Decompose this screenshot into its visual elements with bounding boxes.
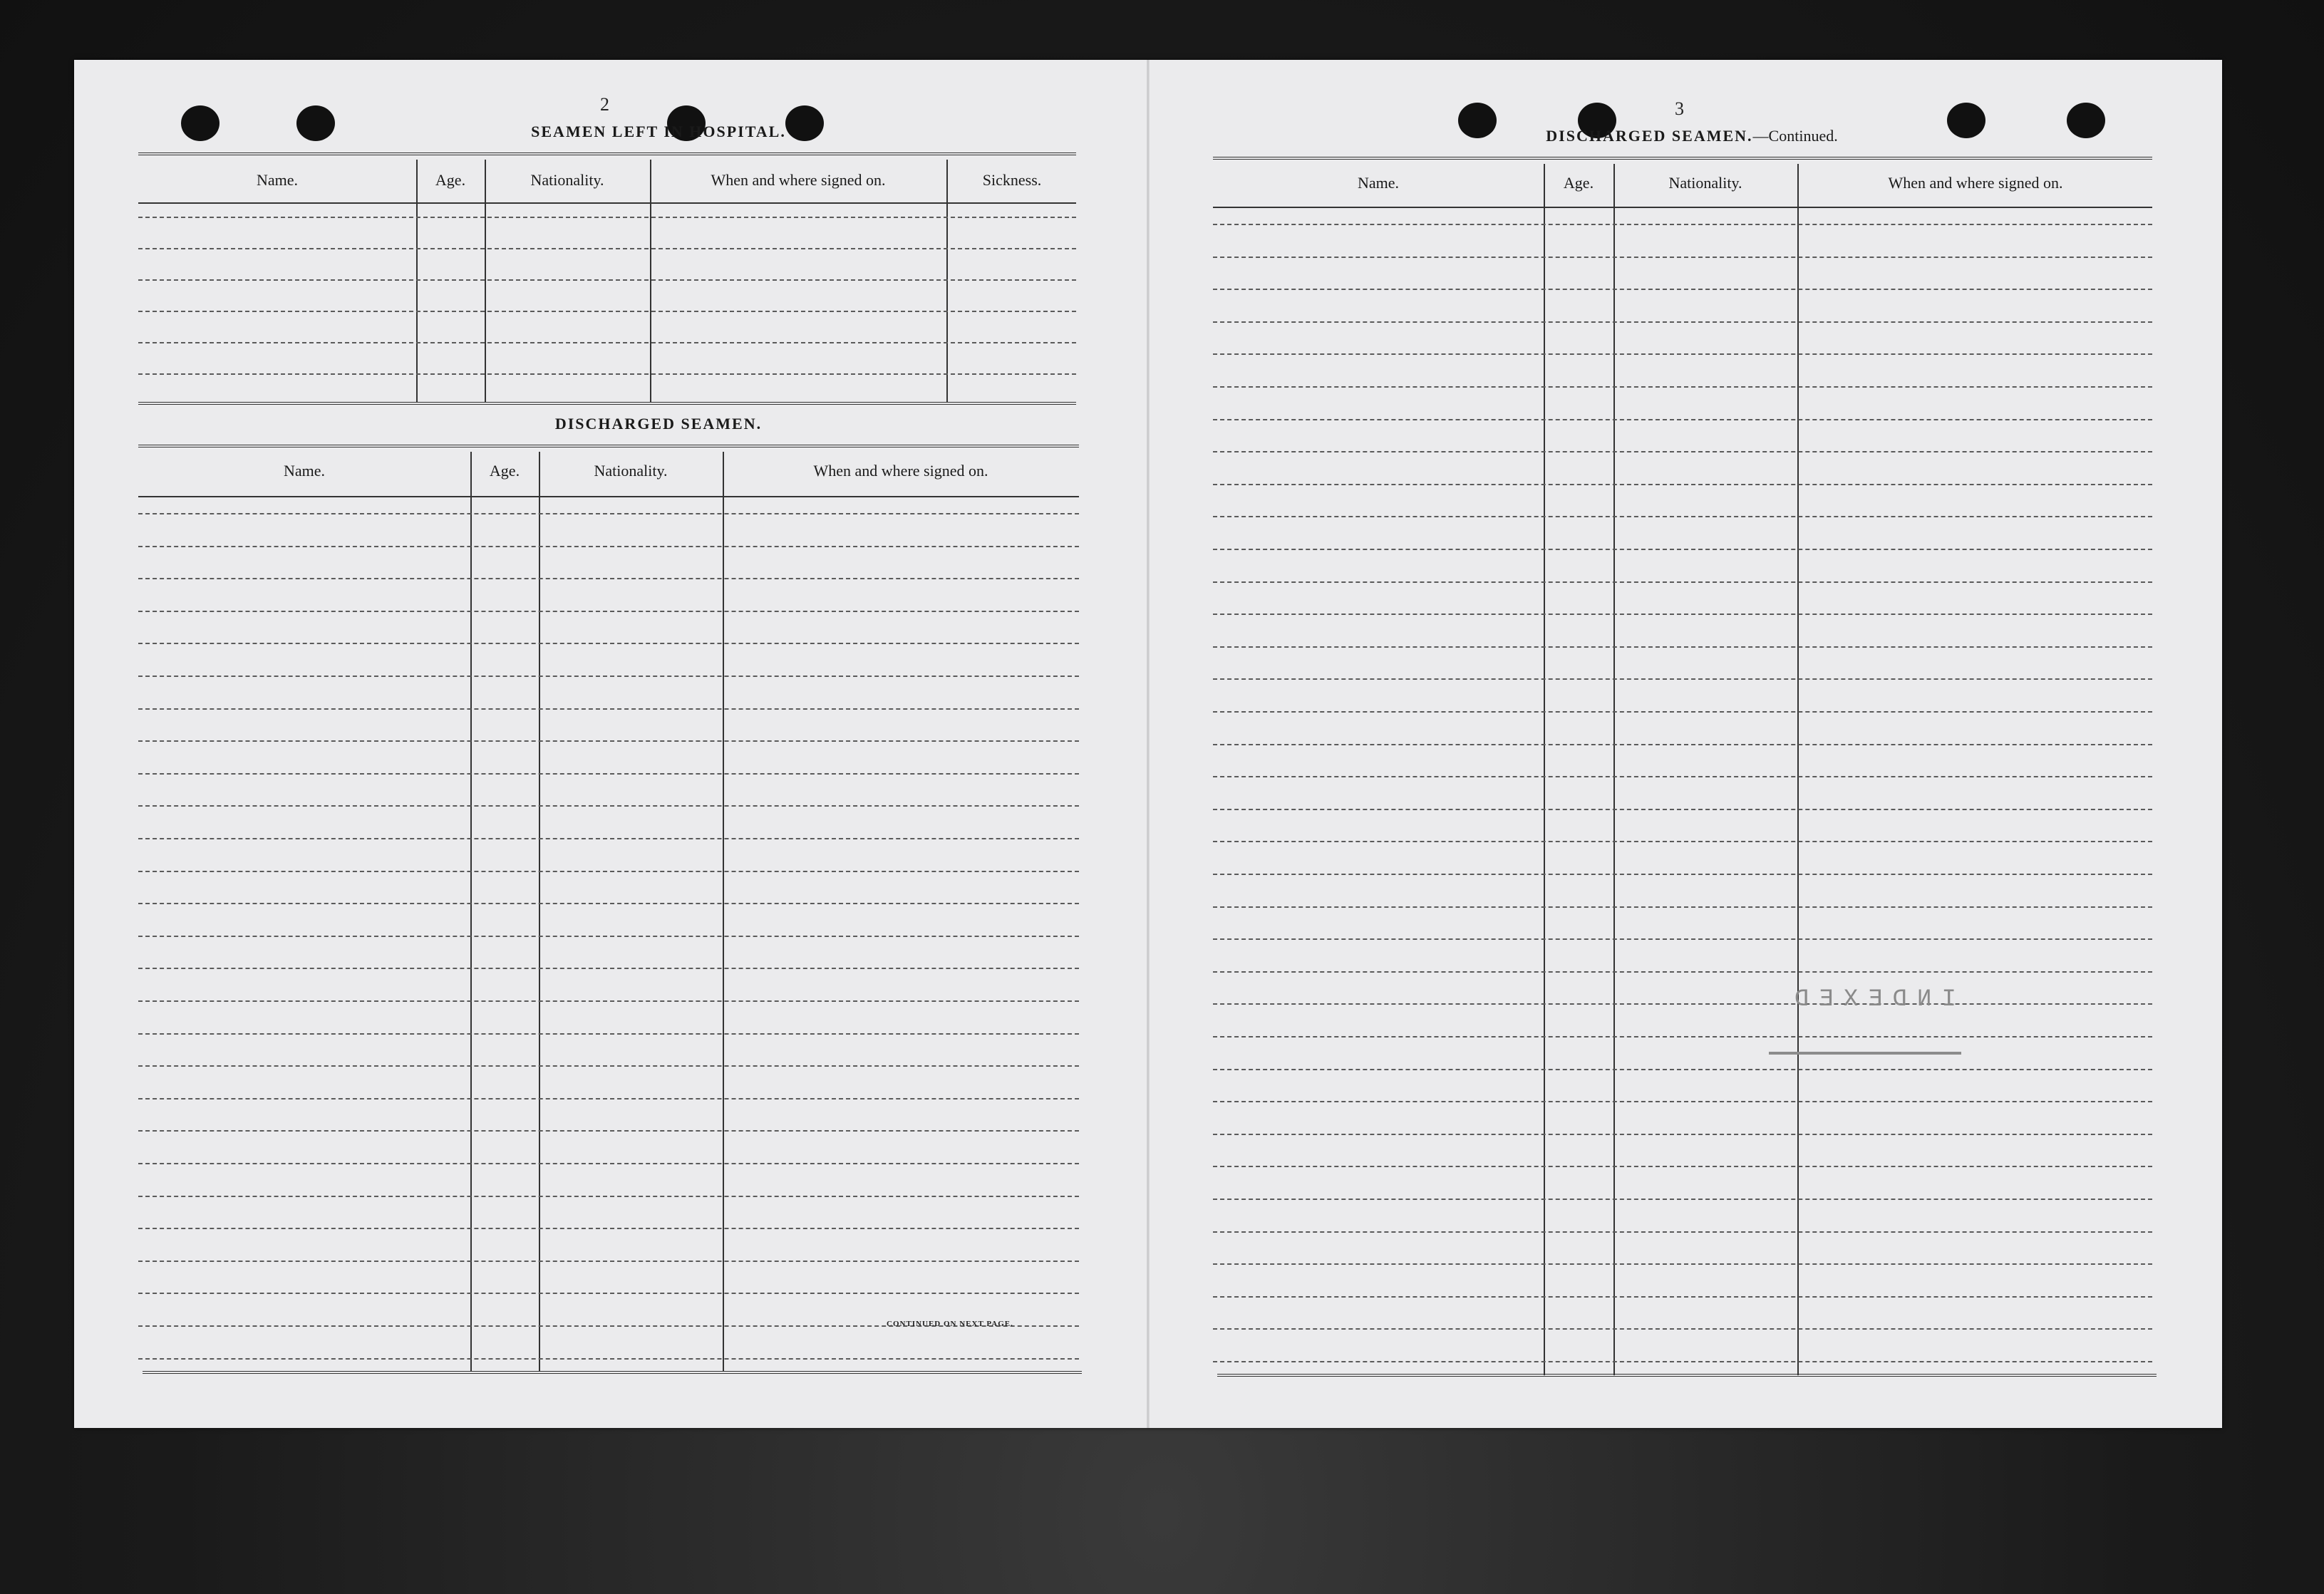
row-line [138,708,1079,710]
row-line [1213,1003,2152,1005]
header-rule [138,496,1079,497]
row-line [138,1358,1079,1360]
row-line [1213,419,2152,420]
column-header-signed-on: When and where signed on. [711,171,886,189]
row-line [138,1098,1079,1099]
row-line [1213,938,2152,940]
column-divider [650,160,651,402]
row-line [138,1196,1079,1197]
column-header-signed-on: When and where signed on. [813,462,988,480]
row-line [1213,614,2152,615]
table-top-rule [138,445,1079,449]
document-spread [74,60,2222,1428]
row-line [1213,516,2152,517]
row-line [1213,776,2152,777]
table-top-rule [138,152,1076,157]
discharged-continued-title [1499,127,1884,145]
row-line [138,1065,1079,1067]
column-header-nationality: Nationality. [594,462,668,480]
row-line [1213,971,2152,973]
table-bottom-rule [143,1371,1082,1375]
row-line [138,838,1079,839]
page-number: 2 [600,94,609,115]
row-line [1213,744,2152,745]
row-line [138,611,1079,612]
row-line [1213,1134,2152,1135]
row-line [138,1163,1079,1164]
row-line [1213,581,2152,583]
punch-hole [1947,103,1985,138]
row-line [1213,809,2152,810]
section-title-suffix: —Continued. [1752,127,1838,145]
row-line [138,513,1079,514]
row-line [138,1293,1079,1294]
row-line [1213,549,2152,550]
row-line [1213,321,2152,323]
column-divider [470,452,472,1371]
column-header-age: Age. [435,171,466,189]
row-line [138,1033,1079,1035]
row-line [1213,224,2152,225]
column-divider [485,160,486,402]
discharged-section-title: DISCHARGED SEAMEN. [554,415,763,433]
column-header-age: Age. [1563,174,1594,192]
punch-hole [181,105,220,141]
row-line [1213,906,2152,908]
page-number: 3 [1675,98,1684,119]
row-line [138,546,1079,547]
column-divider [1544,164,1545,1375]
row-line [138,279,1076,281]
header-rule [138,202,1076,204]
hospital-section-title: SEAMEN LEFT IN HOSPITAL. [531,123,786,140]
column-header-age: Age. [489,462,520,480]
row-line [1213,678,2152,680]
row-line [1213,1296,2152,1298]
row-line [1213,646,2152,648]
indexed-stamp: INDEXED [1785,986,1956,1013]
punch-hole [1458,103,1497,138]
row-line [138,968,1079,969]
row-line [1213,1166,2152,1167]
column-header-nationality: Nationality. [1668,174,1742,192]
row-line [138,903,1079,904]
row-line [138,871,1079,872]
punch-hole [2067,103,2105,138]
page-fold [1147,60,1150,1428]
section-title-main: DISCHARGED SEAMEN. [1546,127,1753,145]
row-line [138,1228,1079,1229]
row-line [1213,1101,2152,1102]
row-line [138,1130,1079,1132]
row-line [138,1000,1079,1002]
column-header-sickness: Sickness. [982,171,1042,189]
row-line [1213,451,2152,452]
column-header-name: Name. [1357,174,1400,192]
row-line [1213,1361,2152,1362]
table-top-rule [1213,157,2152,161]
column-divider [946,160,948,402]
row-line [138,248,1076,249]
row-line [1213,1069,2152,1070]
row-line [138,936,1079,937]
row-line [1213,289,2152,290]
column-divider [539,452,540,1371]
row-line [1213,484,2152,485]
row-line [138,643,1079,644]
row-line [138,342,1076,343]
column-divider [1797,164,1799,1375]
row-line [138,1261,1079,1262]
row-line [1213,257,2152,258]
row-line [138,578,1079,579]
row-line [1213,1199,2152,1200]
row-line [138,740,1079,742]
row-line [1213,1036,2152,1037]
row-line [138,311,1076,312]
row-line [1213,1231,2152,1233]
row-line [138,373,1076,375]
column-divider [723,452,724,1371]
row-line [1213,353,2152,355]
row-line [138,676,1079,677]
column-header-name: Name. [283,462,326,480]
punch-hole [296,105,335,141]
row-line [138,217,1076,218]
column-header-nationality: Nationality. [530,171,604,189]
stamp-underline [1769,1052,1961,1055]
row-line [1213,386,2152,388]
row-line [1213,874,2152,875]
row-line [1213,1328,2152,1330]
column-divider [1613,164,1615,1375]
table-bottom-rule [1217,1374,2157,1378]
column-header-signed-on: When and where signed on. [1888,174,2063,192]
row-line [1213,711,2152,713]
row-line [138,805,1079,807]
column-divider [416,160,418,402]
table-bottom-rule [138,402,1076,406]
row-line [1213,1263,2152,1265]
row-line [138,773,1079,775]
header-rule [1213,207,2152,208]
column-header-name: Name. [256,171,299,189]
row-line [1213,841,2152,842]
continued-footer: CONTINUED ON NEXT PAGE. [887,1320,1013,1328]
